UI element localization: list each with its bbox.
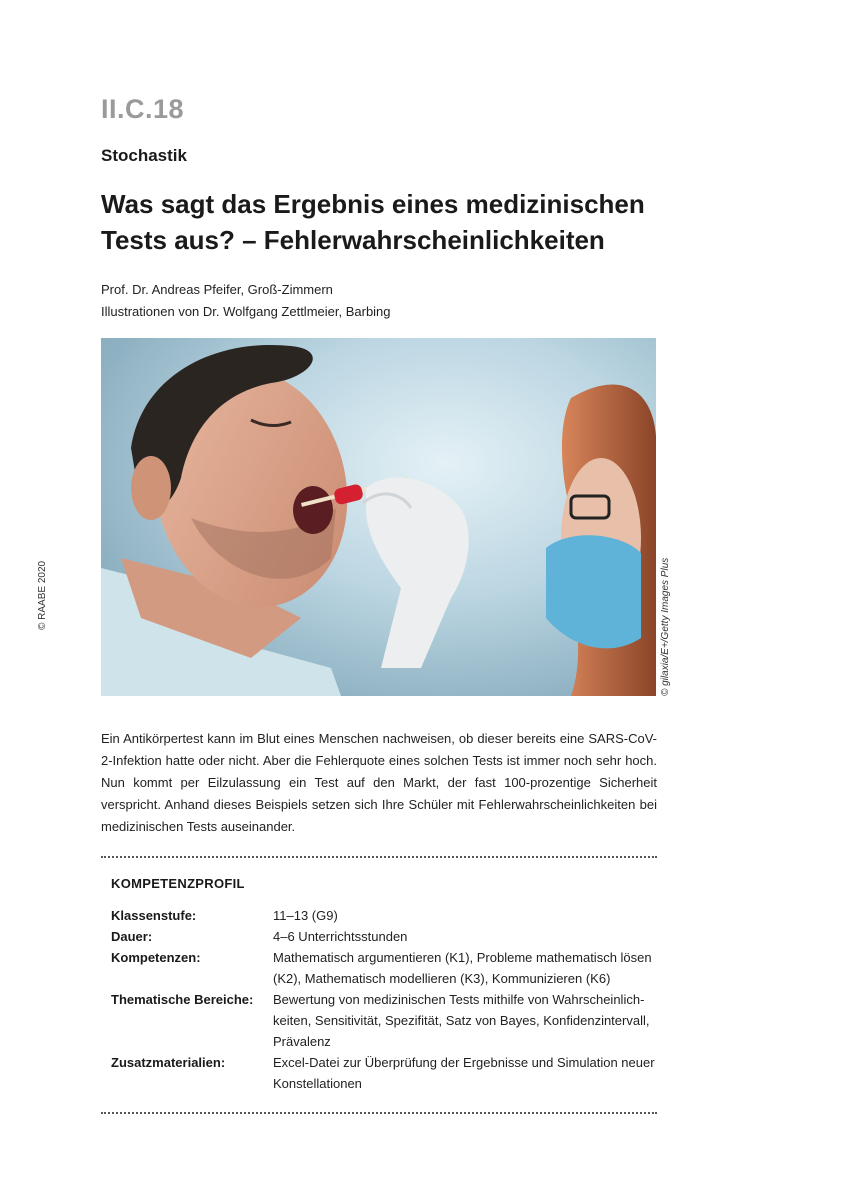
- kompetenz-row: [111, 989, 657, 1052]
- divider-bottom: [101, 1112, 657, 1114]
- photo-credit: © gilaxia/E+/Getty Images Plus: [660, 557, 671, 696]
- page-title: [101, 186, 701, 258]
- row-value-klassenstufe: 11–13 (G9): [273, 908, 338, 923]
- row-label-thematische-bereiche: Thematische Bereiche:: [111, 992, 254, 1007]
- photo-illustration: [101, 338, 656, 696]
- kompetenz-row: [111, 1052, 657, 1094]
- title-line-2: Tests aus? – Fehlerwahrscheinlichkeiten: [101, 225, 605, 255]
- intro-paragraph: Ein Antikörpertest kann im Blut eines Menschen nachweisen, ob dieser bereits eine SARS-CoV-2-Infektion hatte oder nicht. Aber die Fehlerquote eines solchen Tests ist immer noch sehr hoch. Nun kommt per Eilzulassung ein Test auf den Markt, der fast 100-prozentige Sicherheit verspricht. Anhand dieses Beispiels setzen sich Ihre Schüler mit Fehlerwahrscheinlichkeiten bei medizinischen Tests auseinander.: [101, 731, 657, 834]
- row-value-dauer: 4–6 Unterrichtsstunden: [273, 929, 408, 944]
- row-label-zusatzmaterialien: Zusatzmaterialien:: [111, 1055, 226, 1070]
- authors: [101, 279, 391, 323]
- kompetenzprofil-table: [111, 905, 657, 1094]
- row-value-zusatzmaterialien: Excel-Datei zur Überprüfung der Ergebnisse und Simulation neuer Konstellationen: [273, 1055, 655, 1091]
- row-value-kompetenzen: Mathematisch argumentieren (K1), Probleme mathematisch lösen (K2), Mathematisch modellieren (K3), Kommunizieren (K6): [273, 950, 652, 986]
- row-value-thematische-bereiche: Bewertung von medizinischen Tests mithilfe von Wahrscheinlichkeiten, Sensitivität, Spezifität, Satz von Bayes, Konfidenzintervall, Prävalenz: [273, 992, 650, 1049]
- row-label-dauer: Dauer:: [111, 929, 153, 944]
- kompetenz-row: [111, 926, 657, 947]
- row-label-kompetenzen: Kompetenzen:: [111, 950, 201, 965]
- author-line: Prof. Dr. Andreas Pfeifer, Groß-Zimmern: [101, 282, 333, 297]
- kompetenz-row: [111, 905, 657, 926]
- illustrator-line: Illustrationen von Dr. Wolfgang Zettlmeier, Barbing: [101, 304, 391, 319]
- subject-label: Stochastik: [101, 146, 187, 165]
- kompetenzprofil-heading: KOMPETENZPROFIL: [111, 876, 245, 891]
- kompetenz-row: [111, 947, 657, 989]
- unit-code: II.C.18: [101, 94, 185, 124]
- row-label-klassenstufe: Klassenstufe:: [111, 908, 197, 923]
- covid-test-photo: [101, 338, 656, 696]
- title-line-1: Was sagt das Ergebnis eines medizinischen: [101, 189, 645, 219]
- copyright-notice: © RAABE 2020: [37, 560, 48, 630]
- divider-top: [101, 856, 657, 858]
